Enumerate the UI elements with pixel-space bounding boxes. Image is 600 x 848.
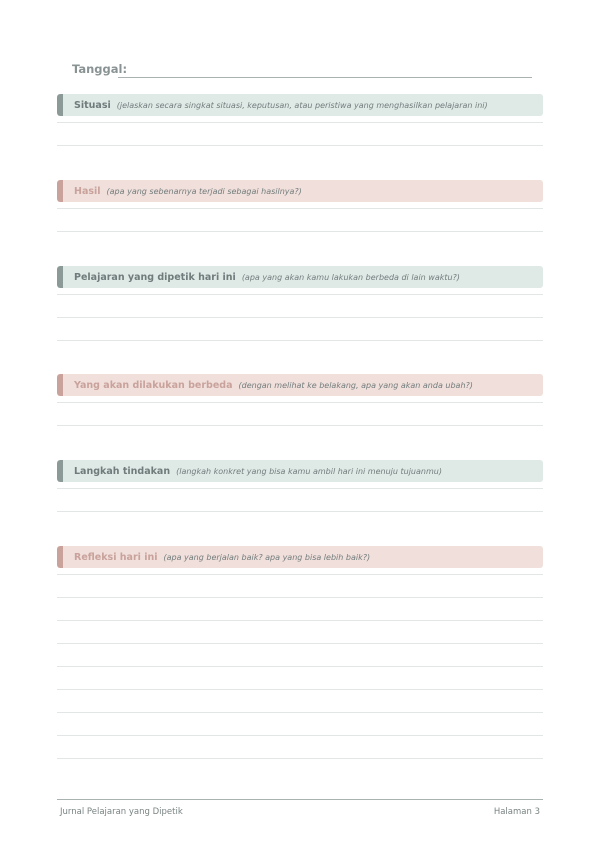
section-berbeda [57,374,543,396]
section-title: Hasil [74,185,101,197]
writing-line[interactable] [57,758,543,759]
section-accent [57,460,63,482]
section-title: Refleksi hari ini [74,551,158,563]
section-hint: (apa yang berjalan baik? apa yang bisa lebih baik?) [163,552,371,562]
section-title: Yang akan dilakukan berbeda [74,379,233,391]
writing-line[interactable] [57,317,543,318]
section-title: Situasi [74,99,111,111]
writing-line[interactable] [57,643,543,644]
writing-line[interactable] [57,145,543,146]
writing-line[interactable] [57,294,543,295]
section-hint: (jelaskan secara singkat situasi, keputusan, atau peristiwa yang menghasilkan pelajaran ini) [116,100,488,110]
section-accent [57,94,63,116]
section-langkah [57,460,543,482]
section-title: Pelajaran yang dipetik hari ini [74,271,236,283]
section-accent [57,374,63,396]
section-header [57,546,543,568]
date-row [72,62,532,80]
section-header [57,94,543,116]
writing-line[interactable] [57,511,543,512]
writing-line[interactable] [57,488,543,489]
writing-line[interactable] [57,122,543,123]
writing-line[interactable] [57,735,543,736]
section-hint: (dengan melihat ke belakang, apa yang akan anda ubah?) [238,380,473,390]
footer-divider [57,799,543,800]
date-label: Tanggal: [72,62,128,76]
section-header [57,180,543,202]
date-input-line[interactable] [118,77,532,78]
writing-line[interactable] [57,712,543,713]
writing-line[interactable] [57,425,543,426]
section-hint: (apa yang akan kamu lakukan berbeda di lain waktu?) [241,272,460,282]
section-accent [57,546,63,568]
writing-line[interactable] [57,208,543,209]
section-hint: (langkah konkret yang bisa kamu ambil hari ini menuju tujuanmu) [176,466,442,476]
writing-line[interactable] [57,689,543,690]
section-accent [57,180,63,202]
section-situasi [57,94,543,116]
writing-line[interactable] [57,620,543,621]
section-pelajaran [57,266,543,288]
page-number: Halaman 3 [493,807,540,817]
section-title: Langkah tindakan [74,465,171,477]
section-hasil [57,180,543,202]
writing-line[interactable] [57,402,543,403]
section-header [57,266,543,288]
section-accent [57,266,63,288]
writing-line[interactable] [57,597,543,598]
writing-line[interactable] [57,574,543,575]
footer-title: Jurnal Pelajaran yang Dipetik [60,807,183,817]
writing-line[interactable] [57,666,543,667]
writing-line[interactable] [57,231,543,232]
section-hint: (apa yang sebenarnya terjadi sebagai hasilnya?) [106,186,302,196]
section-header [57,460,543,482]
section-header [57,374,543,396]
section-refleksi [57,546,543,568]
writing-line[interactable] [57,340,543,341]
